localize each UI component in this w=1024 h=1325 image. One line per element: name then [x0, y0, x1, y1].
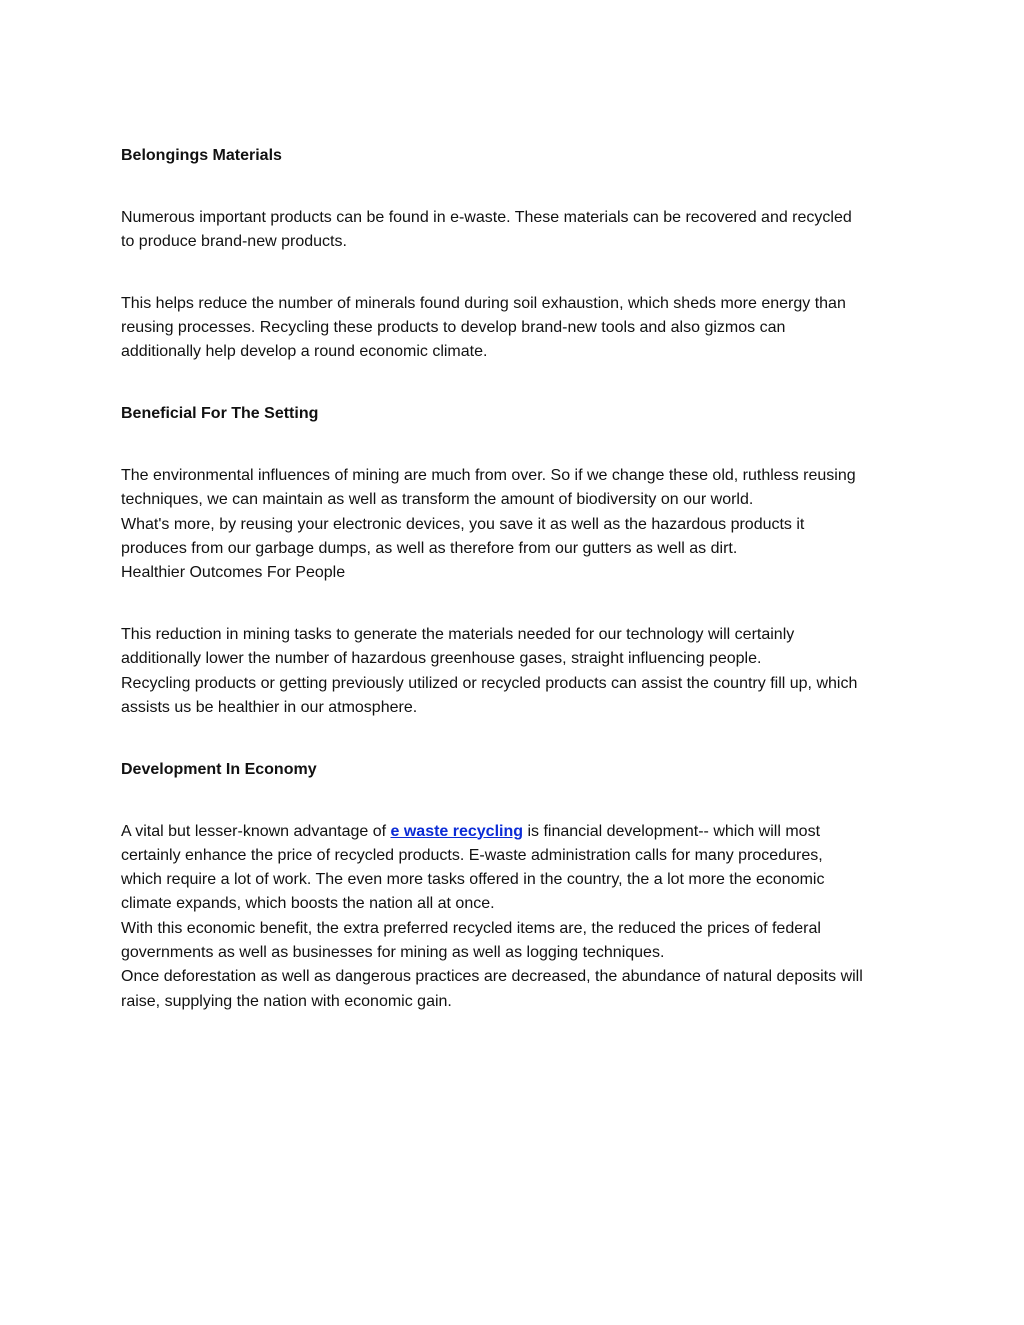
text-line: The environmental influences of mining are much from over. So if we change these old, ruthless reusing	[121, 467, 856, 485]
spacer	[121, 427, 911, 465]
text-line: This reduction in mining tasks to generate the materials needed for our technology will certainly	[121, 626, 795, 644]
text-line: raise, supplying the nation with economic gain.	[121, 992, 452, 1010]
text-line: Recycling products or getting previously utilized or recycled products can assist the country fill up, which	[121, 674, 858, 692]
text-line: climate expands, which boosts the nation all at once.	[121, 895, 495, 913]
spacer	[121, 168, 911, 206]
text-line: produces from our garbage dumps, as well as therefore from our gutters as well as dirt.	[121, 539, 738, 557]
paragraph	[121, 464, 911, 585]
spacer	[121, 720, 911, 758]
section-heading-beneficial-setting: Beneficial For The Setting	[121, 405, 319, 423]
document-page	[121, 144, 911, 1014]
spacer	[121, 586, 911, 624]
text-line: reusing processes. Recycling these products to develop brand-new tools and also gizmos can	[121, 319, 786, 337]
text-line: Healthier Outcomes For People	[121, 564, 346, 582]
e-waste-recycling-link[interactable]: e waste recycling	[390, 822, 524, 840]
text-segment: A vital but lesser-known advantage of	[121, 822, 391, 840]
text-segment: is financial development-- which will most	[523, 822, 821, 840]
text-line: additionally lower the number of hazardous greenhouse gases, straight influencing people.	[121, 650, 762, 668]
paragraph	[121, 292, 911, 365]
text-line: This helps reduce the number of minerals found during soil exhaustion, which sheds more energy than	[121, 294, 846, 312]
text-line: Once deforestation as well as dangerous practices are decreased, the abundance of natural deposits will	[121, 968, 863, 986]
spacer	[121, 782, 911, 820]
text-line: Numerous important products can be found in e-waste. These materials can be recovered and recycled	[121, 208, 852, 226]
text-line: to produce brand-new products.	[121, 233, 347, 251]
text-line: certainly enhance the price of recycled products. E-waste administration calls for many procedures,	[121, 846, 823, 864]
spacer	[121, 365, 911, 403]
text-line: assists us be healthier in our atmosphere.	[121, 698, 418, 716]
text-line-with-link	[121, 820, 911, 844]
text-line: governments as well as businesses for mining as well as logging techniques.	[121, 944, 665, 962]
paragraph	[121, 623, 911, 720]
text-line: techniques, we can maintain as well as transform the amount of biodiversity on our world.	[121, 491, 754, 509]
text-line: With this economic benefit, the extra preferred recycled items are, the reduced the prices of federal	[121, 919, 821, 937]
text-line: additionally help develop a round economic climate.	[121, 343, 488, 361]
text-line: which require a lot of work. The even more tasks offered in the country, the a lot more the economic	[121, 871, 825, 889]
section-heading-development-economy: Development In Economy	[121, 760, 317, 778]
paragraph	[121, 820, 911, 1014]
paragraph	[121, 206, 911, 255]
section-heading-belongings-materials: Belongings Materials	[121, 147, 282, 164]
text-line: What's more, by reusing your electronic devices, you save it as well as the hazardous products it	[121, 515, 805, 533]
spacer	[121, 254, 911, 292]
